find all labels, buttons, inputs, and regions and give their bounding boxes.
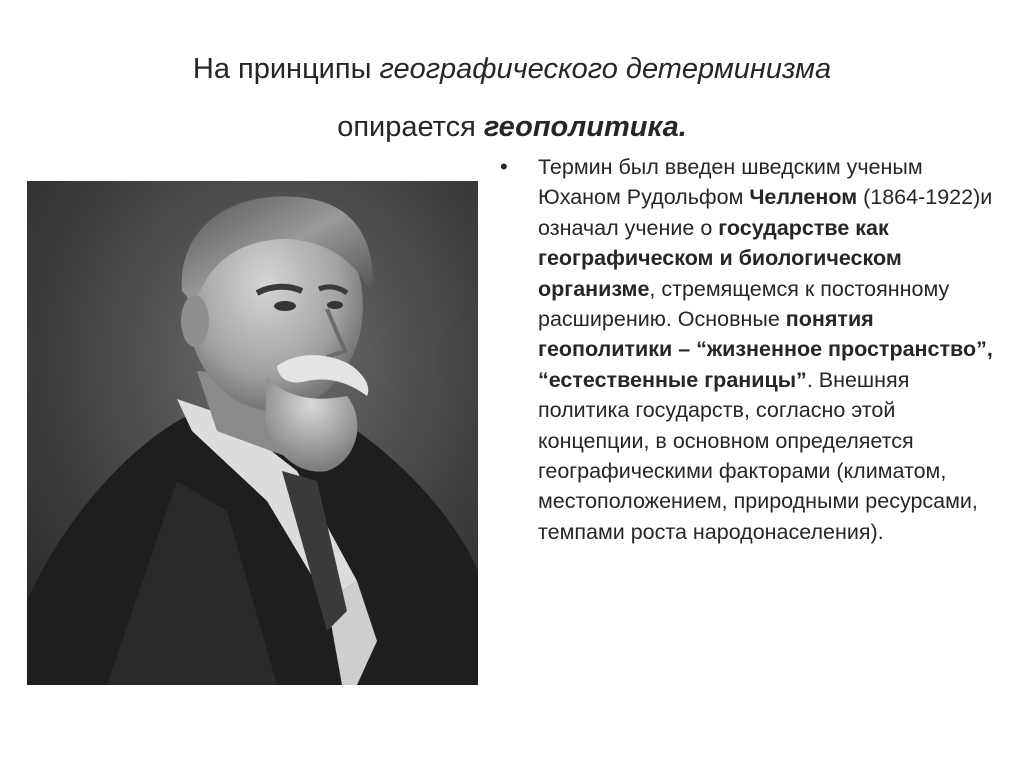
portrait-drawing: [27, 181, 478, 685]
title-line-2-end: .: [678, 111, 687, 143]
text-2: (1864-1922)и означал учение о: [538, 185, 993, 240]
text-4: . Внешняя политика государств, согласно этой концепции, в основном определяется географическими факторами (климатом, местоположением, природными ресурсами, темпами роста народонаселения).: [538, 367, 978, 544]
title-line-1-plain: На принципы: [192, 53, 380, 85]
bullet-marker: •: [500, 154, 508, 179]
bullet-paragraph: [538, 152, 998, 547]
title-line-1: [40, 40, 984, 98]
title-line-2: [40, 98, 984, 156]
title-line-1-italic: географического детерминизма: [379, 53, 832, 85]
title-line-2-emphasis: геополитика: [483, 111, 679, 143]
bold-chellen: Челленом: [749, 185, 858, 210]
bold-concepts: понятия геополитики – “жизненное пространство”, “естественные границы”: [538, 307, 993, 392]
text-3: , стремящемся к постоянному расширению. Основные: [538, 276, 950, 332]
text-1: Термин был введен шведским ученым Юханом Рудольфом: [538, 155, 923, 210]
portrait-image: [27, 181, 478, 685]
bold-state-organism: государстве как географическом и биологическом организме: [538, 215, 902, 301]
title-line-2-plain: опирается: [337, 111, 484, 143]
slide-title: [40, 40, 984, 156]
